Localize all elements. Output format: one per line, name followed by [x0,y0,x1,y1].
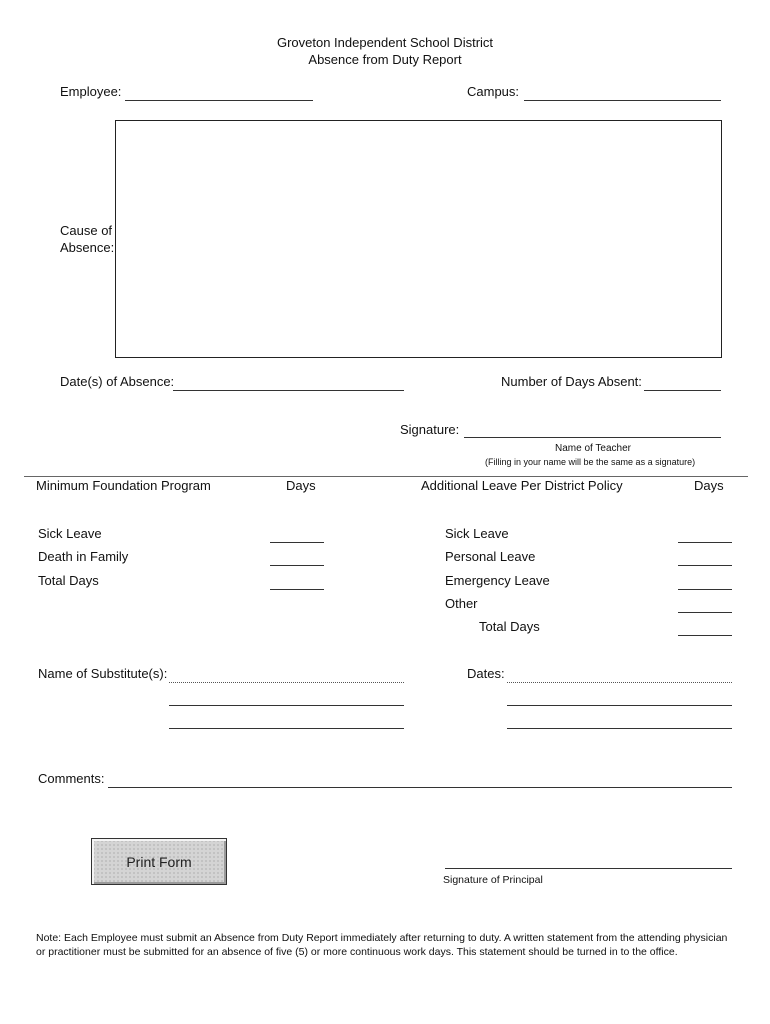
add-emergency-leave-field[interactable] [678,589,732,590]
dates-of-absence-field[interactable] [173,390,404,391]
cause-label-line2: Absence: [60,240,115,255]
comments-label: Comments: [38,771,105,786]
district-title: Groveton Independent School District [276,35,494,50]
cause-of-absence-textarea[interactable] [115,120,722,358]
mfp-total-days-field[interactable] [270,589,324,590]
cause-label-line1: Cause of [60,223,113,238]
substitute-name-label: Name of Substitute(s): [38,666,168,681]
dates-of-absence-label: Date(s) of Absence: [60,374,175,389]
comments-field[interactable] [108,787,732,788]
principal-signature-field[interactable] [445,868,732,869]
teacher-signature-field[interactable] [464,437,721,438]
employee-label: Employee: [60,84,122,99]
substitute-dates-label: Dates: [467,666,505,681]
substitute-name-field-1[interactable] [169,682,404,683]
principal-signature-caption: Signature of Principal [443,874,543,886]
add-other-field[interactable] [678,612,732,613]
mfp-total-days-label: Total Days [38,573,99,588]
mfp-death-in-family-label: Death in Family [38,549,129,564]
substitute-dates-field-1[interactable] [507,682,732,683]
signature-label: Signature: [400,422,460,437]
add-sick-leave-field[interactable] [678,542,732,543]
num-days-absent-field[interactable] [644,390,721,391]
num-days-absent-label: Number of Days Absent: [501,374,642,389]
additional-days-heading: Days [694,478,724,493]
mfp-heading: Minimum Foundation Program [36,478,211,493]
mfp-sick-leave-label: Sick Leave [38,526,102,541]
additional-leave-heading: Additional Leave Per District Policy [421,478,623,493]
substitute-dates-field-2[interactable] [507,705,732,706]
name-of-teacher-caption: Name of Teacher [555,443,631,454]
add-emergency-leave-label: Emergency Leave [445,573,550,588]
add-total-days-field[interactable] [678,635,732,636]
substitute-name-field-2[interactable] [169,705,404,706]
mfp-death-in-family-field[interactable] [270,565,324,566]
mfp-days-heading: Days [286,478,316,493]
add-sick-leave-label: Sick Leave [445,526,509,541]
mfp-sick-leave-field[interactable] [270,542,324,543]
substitute-dates-field-3[interactable] [507,728,732,729]
section-divider [24,476,748,477]
add-personal-leave-field[interactable] [678,565,732,566]
add-total-days-label: Total Days [479,619,540,634]
signature-note: (Filling in your name will be the same as a signature) [485,457,696,467]
print-form-button[interactable]: Print Form [91,838,227,885]
add-other-label: Other [445,596,478,611]
employee-field[interactable] [125,100,313,101]
report-title: Absence from Duty Report [308,52,462,67]
substitute-name-field-3[interactable] [169,728,404,729]
add-personal-leave-label: Personal Leave [445,549,536,564]
campus-field[interactable] [524,100,721,101]
campus-label: Campus: [467,84,520,99]
submission-note: Note: Each Employee must submit an Absence from Duty Report immediately after returning to duty. A written statement from the attending physician or practitioner must be submitted for an absence of five (5) or more continuous work days. This statement should be turned in to the office. [36,932,728,958]
